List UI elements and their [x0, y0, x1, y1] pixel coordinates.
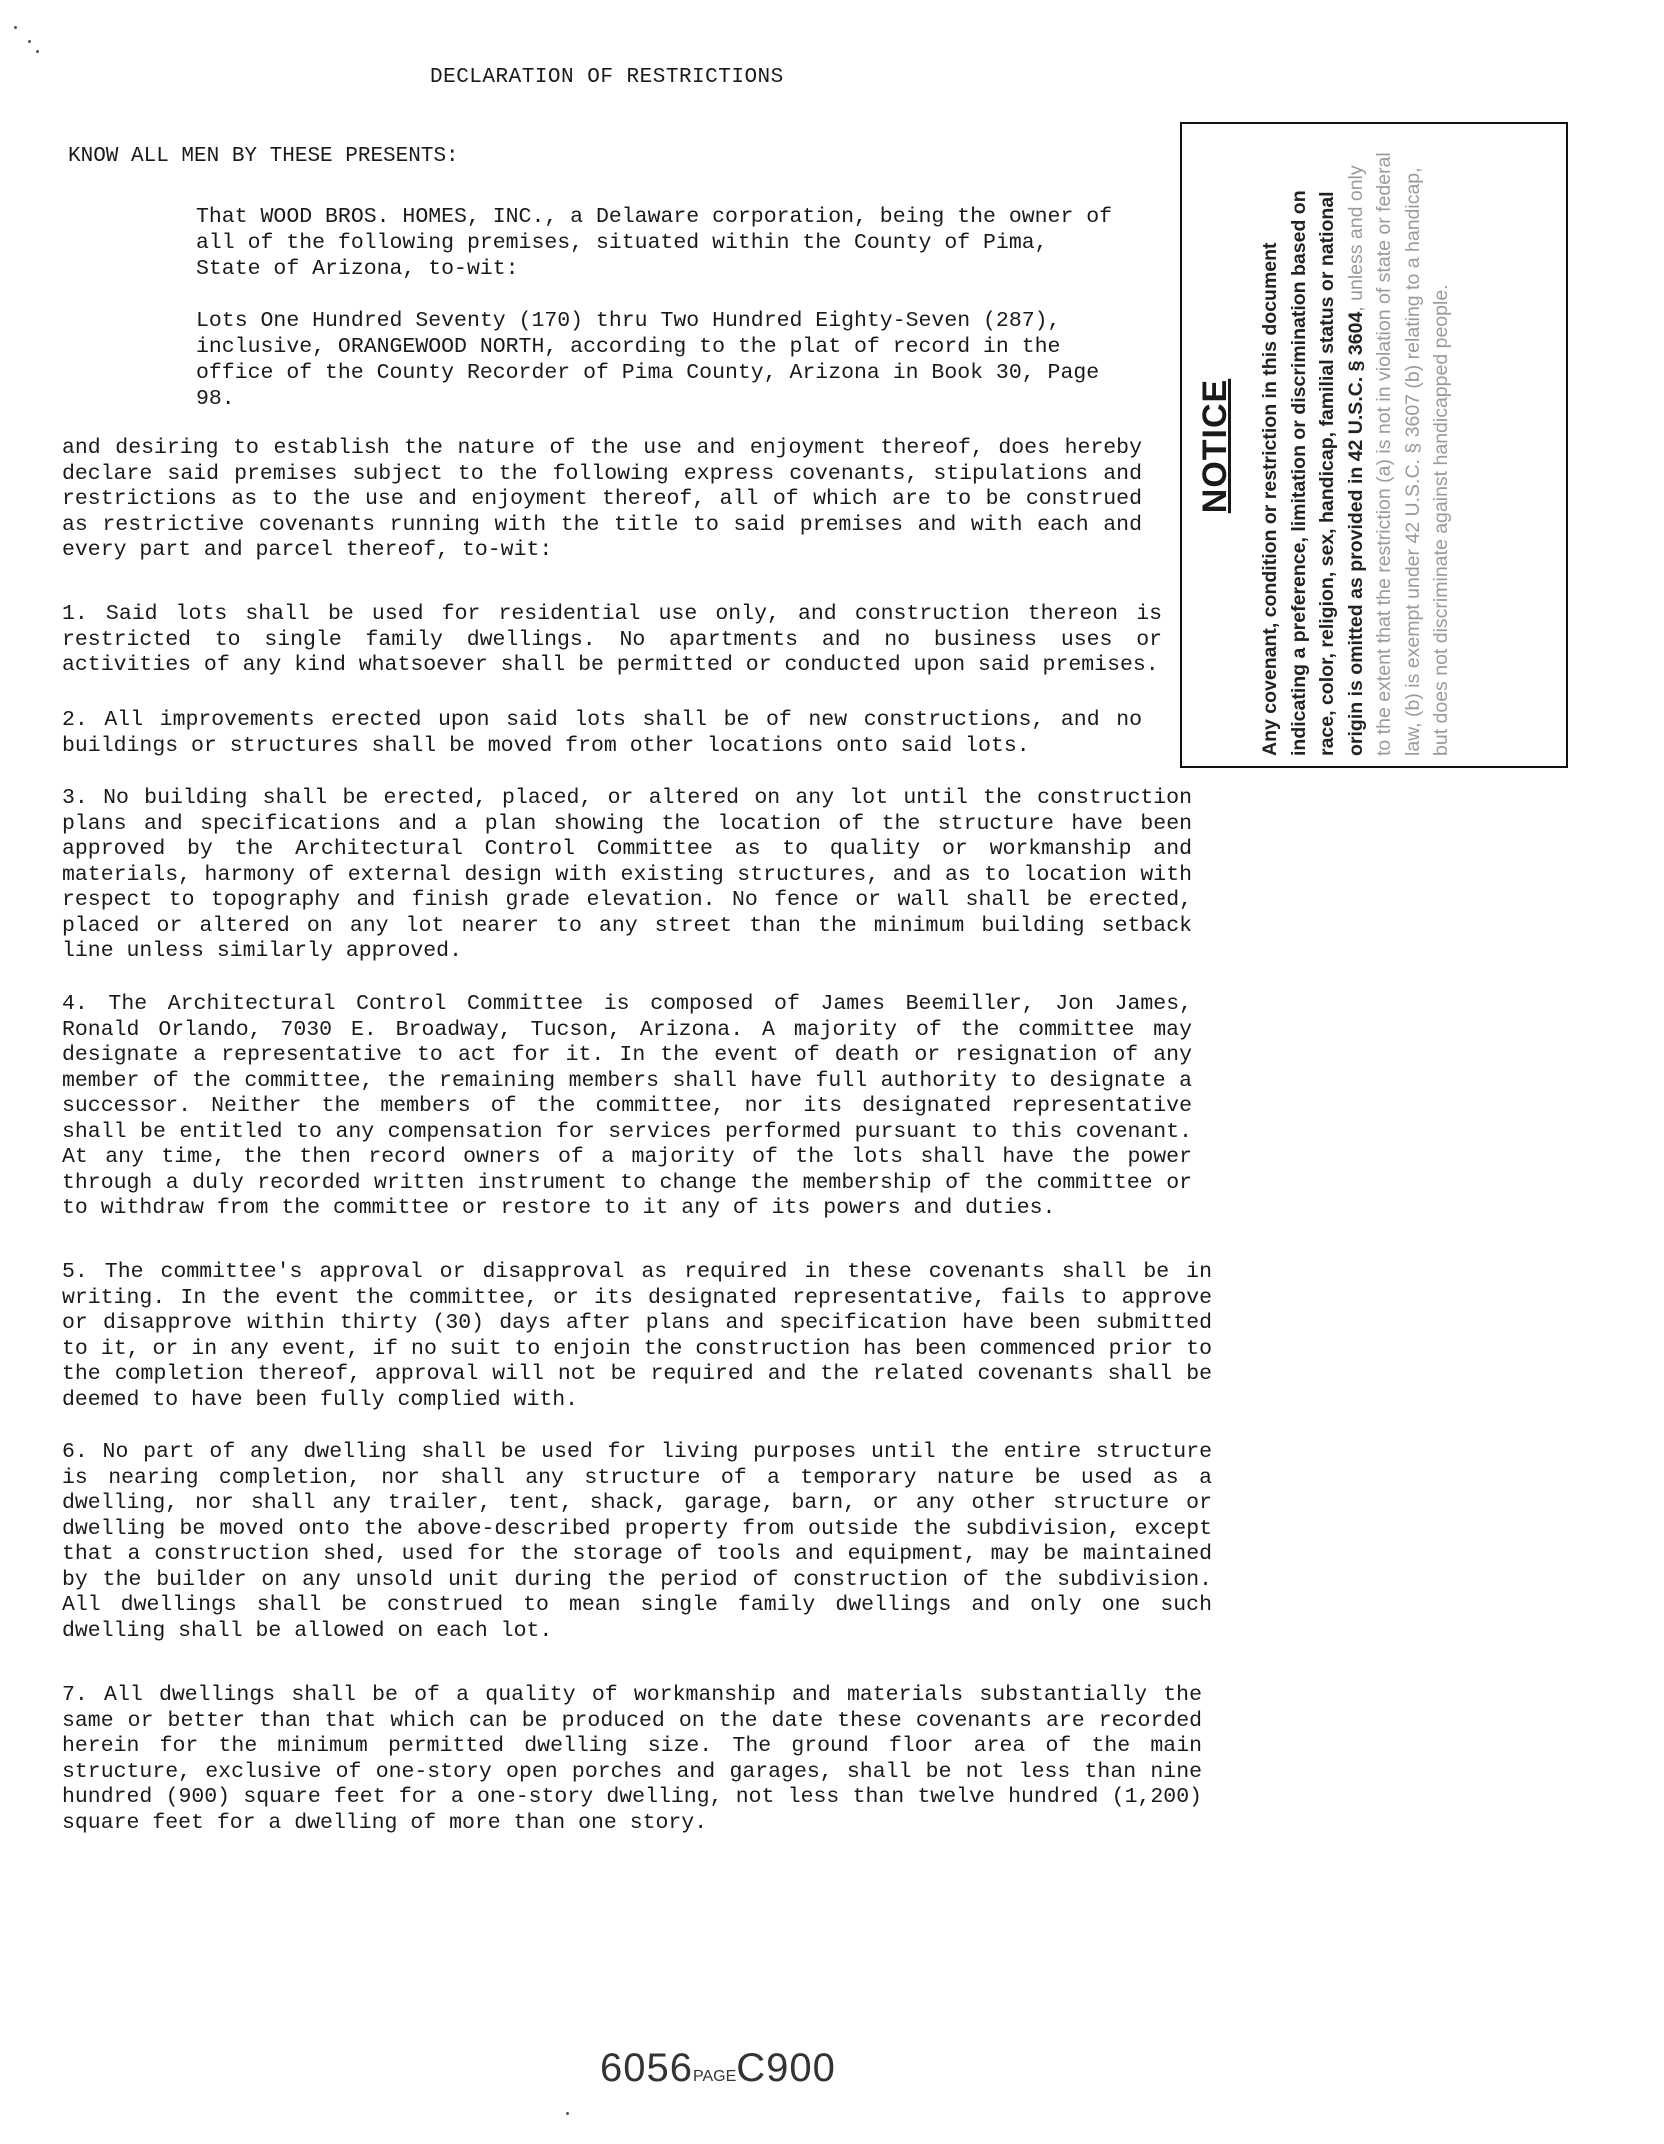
scan-speck — [566, 2112, 569, 2115]
scan-speck — [36, 50, 39, 53]
lots-description: Lots One Hundred Seventy (170) thru Two Hundred Eighty-Seven (287), inclusive, ORANGEWOOD NORTH, according to the plat of record in the office of the County Recorder of Pima County, Arizona in Book 30, Page 98. — [196, 309, 1100, 411]
covenant-4: 4. The Architectural Control Committee is composed of James Beemiller, Jon James, Ronald Orlando, 7030 E. Broadway, Tucson, Arizona. A majority of the committee may designate a representative to act for it. In the event of death or resignation of any member of the committee, the remaining members shall have full authority to designate a successor. Neither the members of the committee, nor its designated representative shall be entitled to any compensation for services performed pursuant to this covenant. At any time, the then record owners of a majority of the lots shall have the power through a duly recorded written instrument to change the membership of the committee or to withdraw from the committee or restore to it any of its powers and duties. — [62, 992, 1192, 1220]
notice-rotated-content — [1196, 136, 1556, 756]
covenant-5: 5. The committee's approval or disapproval as required in these covenants shall be in writing. In the event the committee, or its designated representative, fails to approve or disapprove within thirty (30) days after plans and specification have been submitted to it, or in any event, if no suit to enjoin the construction has been commenced prior to the completion thereof, approval will not be required and the related covenants shall be deemed to have been fully complied with. — [62, 1260, 1212, 1412]
notice-stamp — [1180, 122, 1568, 768]
notice-heading: NOTICE — [1196, 378, 1234, 514]
scan-speck — [14, 26, 17, 29]
page-mark: PAGE — [692, 2068, 737, 2085]
covenant-1: 1. Said lots shall be used for residential use only, and construction thereon is restricted to single family dwellings. No apartments and no business uses or activities of any kind whatsoever shall be permitted or conducted upon said premises. — [62, 602, 1162, 677]
owner-recital: That WOOD BROS. HOMES, INC., a Delaware corporation, being the owner of all of the following premises, situated within the County of Pima, State of Arizona, to-wit: — [196, 205, 1113, 281]
notice-lead: Any covenant, condition or restriction in this document indicating a preference, limitation or discrimination based on race, color, religion, sex, handicap, familial status or national origin is omitted as provided in 42 U.S.C. § 3604 — [1259, 190, 1367, 756]
notice-faded-text: , unless and only to the extent that the restriction (a) is not in violation of state or federal law, (b) is exempt under 42 U.S.C. § 3607 (b) relating to a handicap, but does not discriminate against handicapped people. — [1344, 152, 1452, 756]
scan-speck — [28, 40, 31, 43]
salutation: KNOW ALL MEN BY THESE PRESENTS: — [68, 145, 459, 168]
covenant-2: 2. All improvements erected upon said lots shall be of new constructions, and no buildings or structures shall be moved from other locations onto said lots. — [62, 708, 1142, 758]
notice-text — [1256, 146, 1456, 756]
book-number: 6056 — [600, 2046, 693, 2090]
page-number: C900 — [736, 2046, 836, 2090]
covenant-6: 6. No part of any dwelling shall be used for living purposes until the entire structure is nearing completion, nor shall any structure of a temporary nature be used as a dwelling, nor shall any trailer, tent, shack, garage, barn, or any other structure or dwelling be moved onto the above-described property from outside the subdivision, except that a construction shed, used for the storage of tools and equipment, may be maintained by the builder on any unsold unit during the period of construction of the subdivision. All dwellings shall be construed to mean single family dwellings and only one such dwelling shall be allowed on each lot. — [62, 1440, 1212, 1643]
covenant-7: 7. All dwellings shall be of a quality of workmanship and materials substantially the same or better than that which can be produced on the date these covenants are recorded herein for the minimum permitted dwelling size. The ground floor area of the main structure, exclusive of one-story open porches and garages, shall be not less than nine hundred (900) square feet for a one-story dwelling, not less than twelve hundred (1,200) square feet for a dwelling of more than one story. — [62, 1683, 1202, 1835]
document-title: DECLARATION OF RESTRICTIONS — [430, 66, 784, 89]
declaration-paragraph: and desiring to establish the nature of the use and enjoyment thereof, does hereby declare said premises subject to the following express covenants, stipulations and restrictions as to the use and enjoyment thereof, all of which are to be construed as restrictive covenants running with the title to said premises and with each and every part and parcel thereof, to-wit: — [62, 436, 1142, 562]
covenant-3: 3. No building shall be erected, placed, or altered on any lot until the construction plans and specifications and a plan showing the location of the structure have been approved by the Architectural Control Committee as to quality or workmanship and materials, harmony of external design with existing structures, and as to location with respect to topography and finish grade elevation. No fence or wall shall be erected, placed or altered on any lot nearer to any street than the minimum building setback line unless similarly approved. — [62, 786, 1192, 963]
recording-number — [600, 2046, 836, 2091]
